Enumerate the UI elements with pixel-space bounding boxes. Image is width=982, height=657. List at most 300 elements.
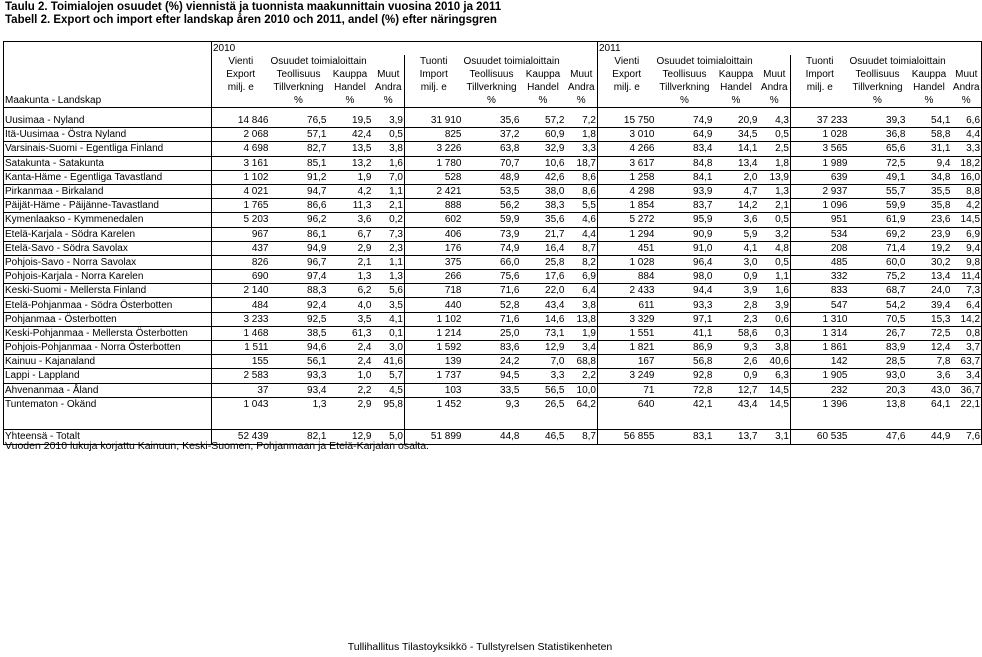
value-cell: 1,3 [328, 270, 373, 284]
value-cell: 10,0 [566, 383, 598, 397]
value-cell: 1 452 [405, 397, 463, 411]
value-cell: 70,5 [849, 312, 907, 326]
table-row [4, 114, 982, 128]
value-cell: 3 249 [598, 369, 656, 383]
value-cell: 96,7 [270, 255, 328, 269]
value-cell: 63,8 [463, 142, 521, 156]
value-cell: 70,7 [463, 156, 521, 170]
value-cell: 74,9 [656, 114, 714, 128]
year-header-row [4, 42, 982, 56]
value-cell: 85,1 [270, 156, 328, 170]
value-cell: 6,6 [952, 114, 982, 128]
value-cell: 139 [405, 355, 463, 369]
value-cell: 1 028 [791, 128, 849, 142]
value-cell: 639 [791, 170, 849, 184]
value-cell: 3 329 [598, 312, 656, 326]
value-cell: 3,0 [373, 341, 405, 355]
group-label-sv: Export [598, 68, 656, 81]
value-cell: 4,1 [714, 241, 759, 255]
value-cell: 1 861 [791, 341, 849, 355]
value-cell: 1,3 [373, 270, 405, 284]
value-cell: 19,5 [328, 114, 373, 128]
value-cell: 93,0 [849, 369, 907, 383]
value-cell: 39,3 [849, 114, 907, 128]
table-row [4, 241, 982, 255]
header-blank [598, 94, 656, 108]
value-cell: 951 [791, 213, 849, 227]
value-cell: 31,1 [907, 142, 952, 156]
value-cell: 1 854 [598, 199, 656, 213]
value-cell: 11,3 [328, 199, 373, 213]
subheader-fi: Teollisuus [662, 69, 707, 80]
value-cell: 92,5 [270, 312, 328, 326]
subheader-sv: Handel [334, 82, 366, 93]
value-cell: 4,6 [566, 213, 598, 227]
value-cell: 534 [791, 227, 849, 241]
value-cell: 4 021 [212, 184, 270, 198]
value-cell: 1 258 [598, 170, 656, 184]
region-name: Kainuu - Kajanaland [4, 355, 212, 369]
value-cell: 23,9 [907, 227, 952, 241]
value-cell: 9,3 [505, 398, 520, 410]
value-cell: 38,5 [270, 326, 328, 340]
value-cell: 94,5 [463, 369, 521, 383]
value-cell: 826 [212, 255, 270, 269]
value-cell: 41,6 [373, 355, 405, 369]
value-cell: 2,1 [328, 255, 373, 269]
value-cell: 54,2 [849, 298, 907, 312]
value-cell: 440 [405, 298, 463, 312]
region-name: Pohjois-Karjala - Norra Karelen [4, 270, 212, 284]
subheader-sv: Handel [720, 82, 752, 93]
value-cell: 35,6 [521, 213, 566, 227]
value-cell: 1,8 [566, 128, 598, 142]
subheader-fi: Teollisuus [276, 69, 321, 80]
value-cell: 5 272 [598, 213, 656, 227]
value-cell: 967 [212, 227, 270, 241]
value-cell: 15 750 [598, 114, 656, 128]
value-cell: 485 [791, 255, 849, 269]
value-cell: 0,5 [759, 255, 791, 269]
value-cell: 3,3 [521, 369, 566, 383]
value-cell: 95,8 [383, 398, 403, 410]
value-cell: 4,0 [328, 298, 373, 312]
group-label-fi: Vienti [598, 55, 656, 68]
header-blank [405, 94, 463, 108]
title-sv: Tabell 2. Export och import efter landskap åren 2010 och 2011, andel (%) efter näringsgren [5, 14, 497, 26]
value-cell: 75,2 [849, 270, 907, 284]
value-cell: 46,5 [521, 429, 566, 444]
value-cell: 375 [405, 255, 463, 269]
value-cell: 7,2 [566, 114, 598, 128]
table-row [4, 312, 982, 326]
subheader-unit: % [907, 94, 952, 108]
value-cell: 833 [791, 284, 849, 298]
value-cell: 75,6 [463, 270, 521, 284]
value-cell: 43,0 [907, 383, 952, 397]
value-cell: 63,7 [952, 355, 982, 369]
value-cell: 7,3 [952, 284, 982, 298]
value-cell: 14 846 [212, 114, 270, 128]
value-cell: 602 [405, 213, 463, 227]
value-cell: 71 [598, 383, 656, 397]
value-cell: 24,0 [907, 284, 952, 298]
value-cell: 93,3 [656, 298, 714, 312]
value-cell: 611 [598, 298, 656, 312]
value-cell: 5,0 [373, 429, 405, 444]
table-row [4, 156, 982, 170]
value-cell: 3,4 [952, 369, 982, 383]
subheader-fi: Muut [763, 69, 786, 80]
value-cell: 208 [791, 241, 849, 255]
value-cell: 484 [212, 298, 270, 312]
value-cell: 72,8 [656, 383, 714, 397]
value-cell: 3,5 [373, 298, 405, 312]
value-cell: 884 [598, 270, 656, 284]
region-name: Lappi - Lappland [4, 369, 212, 383]
header-row-1 [4, 55, 982, 68]
value-cell: 30,2 [907, 255, 952, 269]
value-cell: 2,8 [714, 298, 759, 312]
value-cell: 22,0 [521, 284, 566, 298]
value-cell: 8,2 [566, 255, 598, 269]
region-name: Keski-Suomi - Mellersta Finland [4, 284, 212, 298]
value-cell: 142 [791, 355, 849, 369]
value-cell: 40,6 [759, 355, 791, 369]
value-cell: 38,0 [521, 184, 566, 198]
share-label: Osuudet toimialoittain [656, 56, 753, 67]
value-cell: 58,6 [714, 326, 759, 340]
subheader-fi: Muut [570, 69, 593, 80]
table-row [4, 142, 982, 156]
value-cell: 64,1 [931, 398, 951, 410]
group-label-sv: Export [212, 68, 270, 81]
value-cell: 56,1 [270, 355, 328, 369]
spacer-cell [4, 411, 212, 430]
value-cell: 36,8 [849, 128, 907, 142]
year-2010: 2010 [212, 42, 598, 56]
value-cell: 33,5 [463, 383, 521, 397]
value-cell: 98,0 [656, 270, 714, 284]
value-cell: 2,4 [328, 341, 373, 355]
table-row [4, 326, 982, 340]
value-cell: 52 439 [212, 429, 270, 444]
value-cell: 1 096 [791, 199, 849, 213]
region-name: Ahvenanmaa - Åland [4, 383, 212, 397]
value-cell: 12,7 [714, 383, 759, 397]
table-row [4, 128, 982, 142]
share-label: Osuudet toimialoittain [849, 55, 982, 68]
value-cell: 1,0 [328, 369, 373, 383]
table-row [4, 383, 982, 397]
value-cell: 1 310 [791, 312, 849, 326]
value-cell: 3,1 [759, 429, 791, 444]
value-cell: 93,3 [270, 369, 328, 383]
region-name: Etelä-Karjala - Södra Karelen [4, 227, 212, 241]
value-cell: 2,3 [714, 312, 759, 326]
value-cell: 32,9 [521, 142, 566, 156]
group-label-fi: Vienti [212, 55, 270, 68]
value-cell: 94,7 [270, 184, 328, 198]
value-cell: 1 102 [212, 170, 270, 184]
header-row-units [4, 94, 982, 108]
value-cell: 36,7 [952, 383, 982, 397]
value-cell: 2 140 [212, 284, 270, 298]
value-cell: 42,6 [521, 170, 566, 184]
header-row-3 [4, 81, 982, 94]
subheader-fi: Kauppa [525, 69, 561, 80]
value-cell: 3,3 [566, 142, 598, 156]
value-cell: 57,1 [270, 128, 328, 142]
value-cell: 11,4 [952, 270, 982, 284]
value-cell: 41,1 [656, 326, 714, 340]
header-blank [212, 94, 270, 108]
value-cell: 1,3 [312, 398, 327, 410]
value-cell: 96,4 [656, 255, 714, 269]
value-cell: 3 161 [212, 156, 270, 170]
value-cell: 14,2 [714, 199, 759, 213]
value-cell: 44,8 [463, 429, 521, 444]
value-cell: 13,8 [566, 312, 598, 326]
value-cell: 86,9 [656, 341, 714, 355]
value-cell: 1,9 [566, 326, 598, 340]
value-cell: 23,6 [907, 213, 952, 227]
share-label: Osuudet toimialoittain [270, 56, 367, 67]
value-cell: 14,5 [952, 213, 982, 227]
value-cell: 58,8 [907, 128, 952, 142]
value-cell: 97,1 [656, 312, 714, 326]
subheader-unit: % [373, 94, 405, 108]
value-cell: 2 937 [791, 184, 849, 198]
subheader-unit: % [270, 94, 328, 108]
value-cell: 0,5 [373, 128, 405, 142]
value-cell: 0,5 [759, 128, 791, 142]
value-cell: 95,9 [656, 213, 714, 227]
spacer-cell [791, 411, 982, 430]
value-cell: 690 [212, 270, 270, 284]
value-cell: 71,6 [463, 284, 521, 298]
value-cell: 3,9 [759, 298, 791, 312]
table-body [4, 42, 982, 445]
value-cell: 4 298 [598, 184, 656, 198]
region-name: Pirkanmaa - Birkaland [4, 184, 212, 198]
value-cell: 92,4 [270, 298, 328, 312]
value-cell: 1,8 [759, 156, 791, 170]
value-cell: 2 421 [405, 184, 463, 198]
value-cell: 1 314 [791, 326, 849, 340]
region-name: Kanta-Häme - Egentliga Tavastland [4, 170, 212, 184]
value-cell: 65,6 [849, 142, 907, 156]
value-cell: 2 583 [212, 369, 270, 383]
table-row [4, 170, 982, 184]
group-unit: milj. e [212, 81, 270, 94]
header-row-2 [4, 68, 982, 81]
subheader-fi: Teollisuus [469, 69, 514, 80]
value-cell: 2,6 [714, 355, 759, 369]
region-name: Etelä-Savo - Södra Savolax [4, 241, 212, 255]
value-cell: 5 203 [212, 213, 270, 227]
value-cell: 59,9 [463, 213, 521, 227]
value-cell: 82,7 [270, 142, 328, 156]
value-cell: 34,8 [907, 170, 952, 184]
value-cell: 72,5 [849, 156, 907, 170]
value-cell: 19,2 [907, 241, 952, 255]
value-cell: 71,6 [463, 312, 521, 326]
value-cell: 3 617 [598, 156, 656, 170]
value-cell: 1 511 [212, 341, 270, 355]
value-cell: 12,9 [328, 429, 373, 444]
value-cell: 0,9 [714, 270, 759, 284]
value-cell: 3,7 [952, 341, 982, 355]
value-cell: 3,4 [566, 341, 598, 355]
value-cell: 91,0 [656, 241, 714, 255]
value-cell: 3,6 [714, 213, 759, 227]
table-row [4, 213, 982, 227]
value-cell: 4,8 [759, 241, 791, 255]
value-cell: 8,8 [952, 184, 982, 198]
value-cell: 406 [405, 227, 463, 241]
value-cell: 4 266 [598, 142, 656, 156]
value-cell: 73,9 [463, 227, 521, 241]
value-cell: 12,9 [521, 341, 566, 355]
region-name: Kymenlaakso - Kymmenedalen [4, 213, 212, 227]
table-row [4, 184, 982, 198]
value-cell: 93,9 [656, 184, 714, 198]
value-cell: 6,4 [566, 284, 598, 298]
value-cell: 88,3 [270, 284, 328, 298]
value-cell: 1 294 [598, 227, 656, 241]
value-cell: 90,9 [656, 227, 714, 241]
value-cell: 21,7 [521, 227, 566, 241]
value-cell: 51 899 [405, 429, 463, 444]
value-cell: 69,2 [849, 227, 907, 241]
table-row [4, 341, 982, 355]
value-cell: 6,9 [566, 270, 598, 284]
value-cell: 888 [405, 199, 463, 213]
value-cell: 53,5 [463, 184, 521, 198]
value-cell: 20,3 [849, 383, 907, 397]
value-cell: 37,2 [463, 128, 521, 142]
subheader-fi: Kauppa [718, 69, 754, 80]
value-cell: 14,1 [714, 142, 759, 156]
subheader-unit: % [952, 94, 982, 108]
subheader-unit: % [566, 94, 598, 108]
value-cell: 35,5 [907, 184, 952, 198]
value-cell: 7,8 [907, 355, 952, 369]
region-name: Tuntematon - Okänd [4, 397, 212, 411]
value-cell: 39,4 [907, 298, 952, 312]
value-cell: 56,8 [656, 355, 714, 369]
value-cell: 3,3 [952, 142, 982, 156]
value-cell: 4,7 [714, 184, 759, 198]
value-cell: 72,5 [907, 326, 952, 340]
table-row [4, 199, 982, 213]
value-cell: 76,5 [270, 114, 328, 128]
subheader-sv: Tillverkning [466, 82, 517, 93]
value-cell: 1 737 [405, 369, 463, 383]
group-label-fi: Tuonti [405, 55, 463, 68]
value-cell: 1 468 [212, 326, 270, 340]
value-cell: 60 535 [791, 429, 849, 444]
value-cell: 94,6 [270, 341, 328, 355]
value-cell: 7,6 [952, 429, 982, 444]
value-cell: 4 698 [212, 142, 270, 156]
value-cell: 3 565 [791, 142, 849, 156]
value-cell: 83,9 [849, 341, 907, 355]
value-cell: 16,4 [521, 241, 566, 255]
value-cell: 9,4 [952, 241, 982, 255]
value-cell: 64,9 [656, 128, 714, 142]
value-cell: 1,1 [373, 255, 405, 269]
value-cell: 3,8 [373, 142, 405, 156]
share-label: Osuudet toimialoittain [463, 56, 560, 67]
value-cell: 2 068 [212, 128, 270, 142]
region-name: Satakunta - Satakunta [4, 156, 212, 170]
value-cell: 0,3 [759, 326, 791, 340]
value-cell: 14,5 [769, 398, 789, 410]
value-cell: 47,6 [849, 429, 907, 444]
value-cell: 61,3 [328, 326, 373, 340]
subheader-fi: Muut [952, 68, 982, 81]
subheader-sv: Andra [567, 82, 595, 93]
value-cell: 15,3 [907, 312, 952, 326]
value-cell: 57,2 [521, 114, 566, 128]
value-cell: 176 [405, 241, 463, 255]
value-cell: 451 [598, 241, 656, 255]
value-cell: 13,2 [328, 156, 373, 170]
region-name: Uusimaa - Nyland [4, 114, 212, 128]
value-cell: 5,7 [373, 369, 405, 383]
data-table [3, 41, 982, 445]
subheader-sv: Handel [527, 82, 559, 93]
value-cell: 7,3 [373, 227, 405, 241]
value-cell: 2,9 [328, 241, 373, 255]
table-row [4, 369, 982, 383]
value-cell: 52,8 [463, 298, 521, 312]
value-cell: 3,6 [907, 369, 952, 383]
value-cell: 9,8 [952, 255, 982, 269]
value-cell: 2,1 [759, 199, 791, 213]
value-cell: 13,9 [759, 170, 791, 184]
value-cell: 9,3 [714, 341, 759, 355]
value-cell: 8,6 [566, 170, 598, 184]
value-cell: 1 028 [598, 255, 656, 269]
region-name: Etelä-Pohjanmaa - Södra Österbotten [4, 298, 212, 312]
value-cell: 4,3 [759, 114, 791, 128]
value-cell: 2 433 [598, 284, 656, 298]
value-cell: 26,5 [545, 398, 565, 410]
spacer-cell [212, 411, 405, 430]
value-cell: 13,7 [714, 429, 759, 444]
value-cell: 4,2 [952, 199, 982, 213]
value-cell: 16,0 [952, 170, 982, 184]
value-cell: 1 592 [405, 341, 463, 355]
value-cell: 66,0 [463, 255, 521, 269]
value-cell: 68,7 [849, 284, 907, 298]
value-cell: 103 [405, 383, 463, 397]
value-cell: 54,1 [907, 114, 952, 128]
value-cell: 266 [405, 270, 463, 284]
value-cell: 0,5 [759, 213, 791, 227]
group-unit: milj. e [598, 81, 656, 94]
value-cell: 86,6 [270, 199, 328, 213]
value-cell: 9,4 [907, 156, 952, 170]
value-cell: 26,7 [849, 326, 907, 340]
value-cell: 18,2 [952, 156, 982, 170]
value-cell: 14,6 [521, 312, 566, 326]
value-cell: 5,9 [714, 227, 759, 241]
subheader-sv: Handel [913, 82, 945, 93]
